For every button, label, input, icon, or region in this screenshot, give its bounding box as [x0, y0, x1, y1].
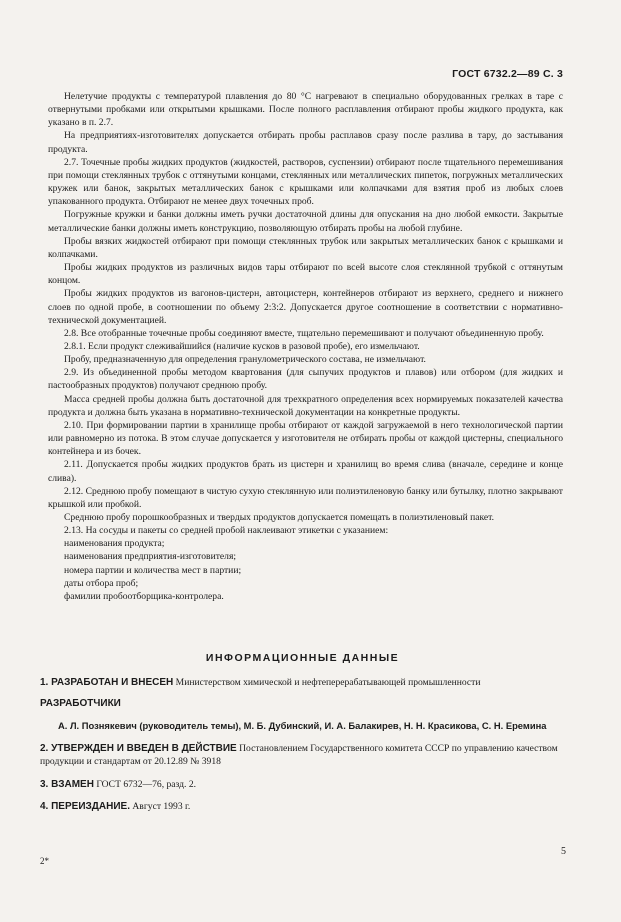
- paragraph: Пробы вязких жидкостей отбирают при помощи стеклянных трубок или закрытых металлических банок с крышками и колпачками.: [48, 235, 563, 260]
- developers-list: А. Л. Познякевич (руководитель темы), М. Б. Дубинский, И. А. Балакирев, Н. Н. Красикова, С. Н. Еремина: [58, 720, 547, 732]
- info-item-approved: 2. УТВЕРЖДЕН И ВВЕДЕН В ДЕЙСТВИЕ Постановлением Государственного комитета СССР по управлению качеством продукции и стандартам от 20.12.89 № 3918: [40, 742, 558, 768]
- paragraph: даты отбора проб;: [64, 577, 139, 589]
- info-item-reissue: 4. ПЕРЕИЗДАНИЕ. Август 1993 г.: [40, 801, 191, 813]
- developers-heading: РАЗРАБОТЧИКИ: [40, 698, 121, 710]
- paragraph: 2.13. На сосуды и пакеты со средней пробой наклеивают этикетки с указанием:: [64, 525, 389, 537]
- paragraph: На предприятиях-изготовителях допускается отбирать пробы расплавов сразу после разлива в тару, до застывания продукта.: [48, 130, 563, 155]
- info-item-developed: 1. РАЗРАБОТАН И ВНЕСЕН Министерством химической и нефтеперерабатывающей промышленности: [40, 677, 481, 688]
- info-item-replaces: 3. ВЗАМЕН ГОСТ 6732—76, разд. 2.: [40, 778, 197, 790]
- info-section: [40, 652, 565, 822]
- paragraph: Среднюю пробу порошкообразных и твердых продуктов допускается помещать в полиэтиленовый пакет.: [64, 512, 495, 523]
- signature-mark: 2*: [40, 856, 49, 866]
- document-header: ГОСТ 6732.2—89 С. 3: [452, 68, 563, 80]
- page-number: 5: [561, 846, 566, 857]
- info-title: ИНФОРМАЦИОННЫЕ ДАННЫЕ: [205, 652, 400, 664]
- document-body: [48, 90, 563, 603]
- paragraph: наименования предприятия-изготовителя;: [64, 551, 237, 563]
- paragraph: 2.10. При формировании партии в хранилище пробы отбирают от каждой загружаемой в него технологической партии или равномерно из потока. В этом случае допускается у изготовителя не отбирать пробы от каждой цистерны, специального контейнера и из бочек.: [48, 419, 563, 458]
- paragraph: Погружные кружки и банки должны иметь ручки достаточной длины для опускания на дно любой емкости. Закрытые металлические банки должны иметь конструкцию, позволяющую отбирать пробы на любой глубине.: [48, 209, 563, 234]
- paragraph: фамилии пробоотборщика-контролера.: [64, 590, 224, 602]
- paragraph: 2.7. Точечные пробы жидких продуктов (жидкостей, растворов, суспензии) отбирают после тщательного перемешивания при помощи стеклянных трубок с оттянутыми концами, стеклянных или металлических пипеток, погружных металлических кружек или банок, закрытых металлических банок с крышками или колпачками для взятия проб из любых слоев упакованного продукта. Отбирают не менее двух точечных проб.: [48, 156, 563, 208]
- paragraph: 2.11. Допускается пробы жидких продуктов брать из цистерн и хранилищ во время слива (вначале, середине и конце слива).: [48, 459, 563, 484]
- paragraph: Нелетучие продукты с температурой плавления до 80 °С нагревают в специально оборудованных грелках в таре с отвернутыми пробками или открытыми крышками. После полного расплавления отбирают пробы жидкого продукта, как указано в п. 2.7.: [48, 91, 563, 129]
- paragraph: наименования продукта;: [64, 538, 165, 550]
- paragraph: Пробы жидких продуктов из различных видов тары отбирают по всей высоте слоя стеклянной трубкой с оттянутым концом.: [48, 262, 563, 287]
- paragraph: 2.9. Из объединенной пробы методом квартования (для сыпучих продуктов и плавов) или отбором (для жидких и пастообразных продуктов) получают среднюю пробу.: [48, 367, 563, 392]
- paragraph: 2.8. Все отобранные точечные пробы соединяют вместе, тщательно перемешивают и получают объединенную пробу.: [64, 327, 544, 339]
- paragraph: Пробу, предназначенную для определения гранулометрического состава, не измельчают.: [64, 354, 426, 366]
- paragraph: Масса средней пробы должна быть достаточной для трехкратного определения всех нормируемых показателей качества продукта и должна быть указана в нормативно-технической документации на конкретные продукты.: [48, 393, 563, 418]
- paragraph: номера партии и количества мест в партии;: [64, 564, 242, 576]
- paragraph: 2.12. Среднюю пробу помещают в чистую сухую стеклянную или полиэтиленовую банку или бутылку, плотно закрывают крышкой или пробкой.: [48, 485, 563, 510]
- paragraph: Пробы жидких продуктов из вагонов-цистерн, автоцистерн, контейнеров отбирают из верхнего, среднего и нижнего слоев по одной пробе, в соотношении по объему 2:3:2. Допускается другое соотношение в соответствии с нормативно-технической документацией.: [48, 288, 563, 326]
- paragraph: 2.8.1. Если продукт слеживайшийся (наличие кусков в разовой пробе), его измельчают.: [64, 340, 420, 352]
